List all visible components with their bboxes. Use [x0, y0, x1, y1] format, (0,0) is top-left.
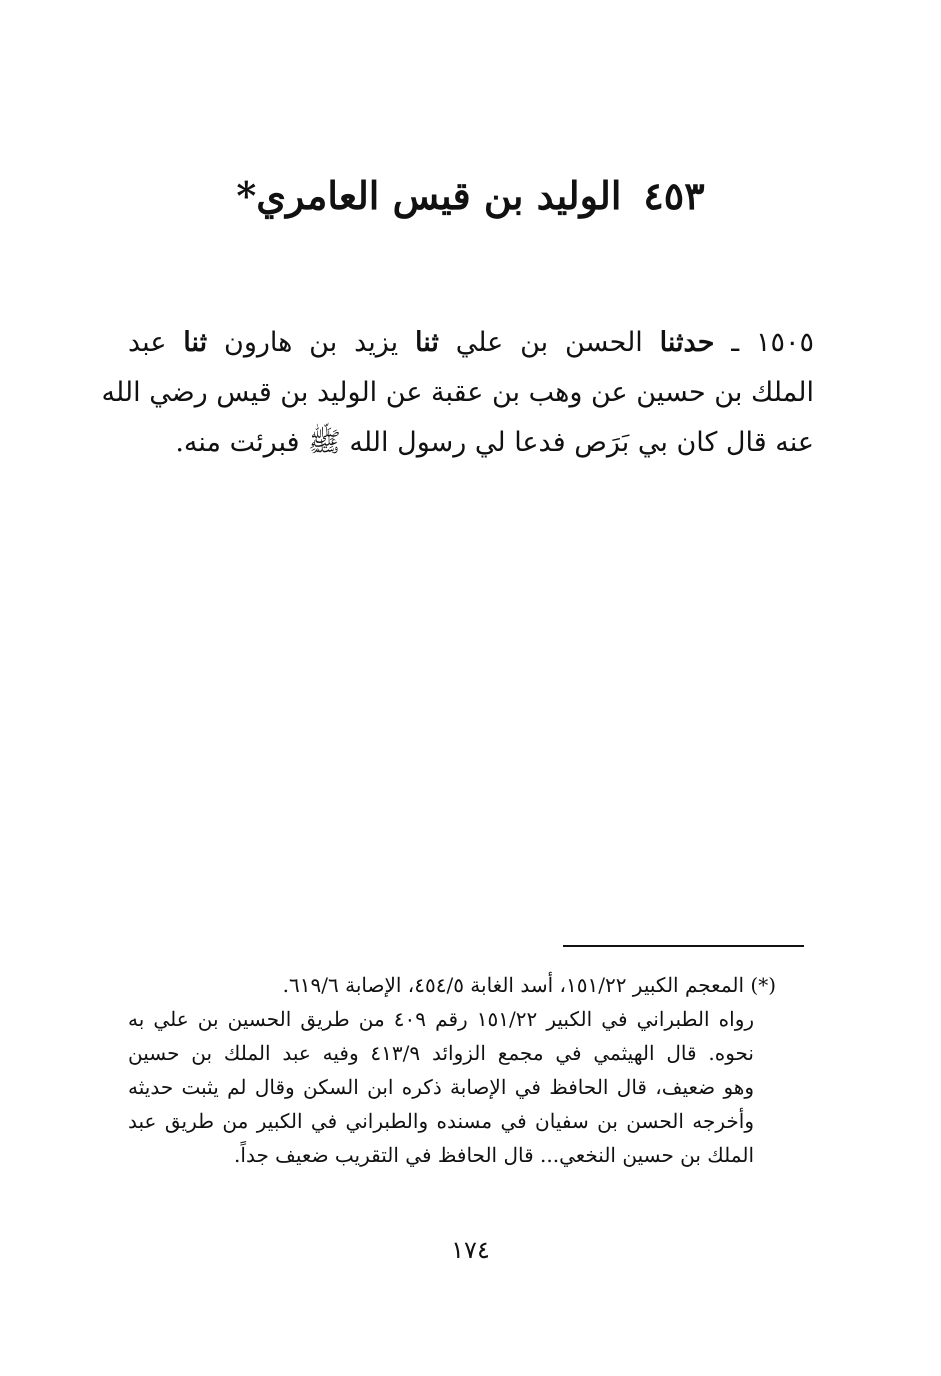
- footnote-line: وهو ضعيف، قال الحافظ في الإصابة ذكره ابن السكن وقال لم يثبت حديثه: [128, 1075, 754, 1099]
- footnote-marker: *: [236, 173, 257, 218]
- footnote-line: نحوه. قال الهيثمي في مجمع الزوائد ٤١٣/٩ وفيه عبد الملك بن حسين: [128, 1041, 754, 1065]
- hadith-line: عنه قال كان بي بَرَص فدعا لي رسول الله ﷺ فبرئت منه.: [175, 427, 814, 458]
- narration-term: ثنا: [415, 327, 439, 358]
- narration-term: حدثنا: [659, 327, 715, 358]
- hadith-line: الملك بن حسين عن وهب بن عقبة عن الوليد بن قيس رضي الله: [101, 377, 814, 408]
- hadith-number: ١٥٠٥ ـ: [714, 327, 815, 358]
- narrator-text: عبد: [128, 327, 184, 358]
- footnote-line: الملك بن حسين النخعي... قال الحافظ في التقريب ضعيف جداً.: [234, 1143, 754, 1167]
- footnotes: [128, 968, 814, 1172]
- chapter-title: الوليد بن قيس العامري: [256, 173, 622, 218]
- chapter-heading: [0, 168, 941, 224]
- narration-term: ثنا: [183, 327, 208, 358]
- narrator-text: يزيد بن هارون: [207, 327, 416, 358]
- footnote-line: وأخرجه الحسن بن سفيان في مسنده والطبراني في الكبير من طريق عبد: [128, 1109, 754, 1133]
- hadith-line: [128, 318, 814, 368]
- page-number: ١٧٤: [451, 1236, 490, 1264]
- narrator-text: الحسن بن علي: [438, 327, 660, 358]
- footnote-separator: [563, 945, 804, 947]
- hadith-text: [101, 318, 815, 468]
- footnote-line: رواه الطبراني في الكبير ١٥١/٢٢ رقم ٤٠٩ من طريق الحسين بن علي به: [128, 1007, 755, 1031]
- footnote-line: (*) المعجم الكبير ١٥١/٢٢، أسد الغابة ٤٥٤/٥، الإصابة ٦١٩/٦.: [282, 973, 776, 997]
- chapter-number: ٤٥٣: [643, 173, 705, 218]
